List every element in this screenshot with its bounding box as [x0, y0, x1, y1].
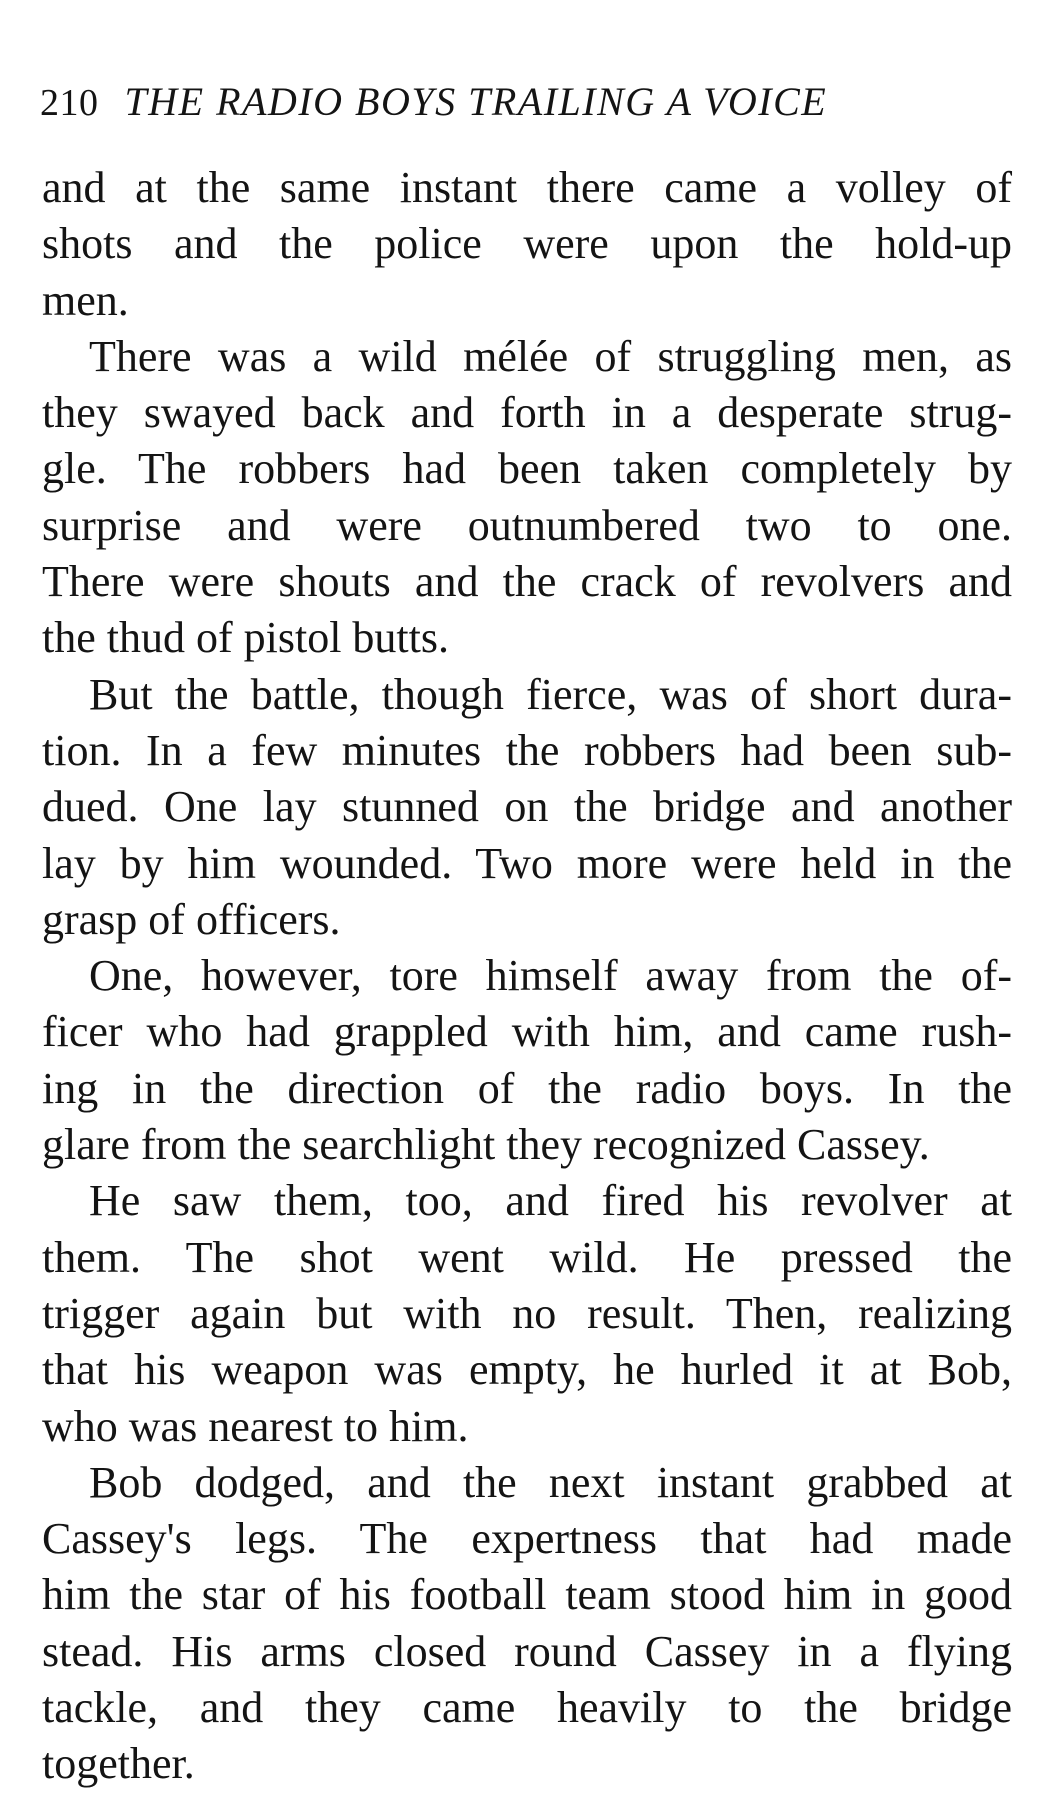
text-line: tackle, and they came heavily to the bridge [42, 1683, 1012, 1733]
text-line: them. The shot went wild. He pressed the [42, 1232, 1012, 1282]
text-line: ficer who had grappled with him, and came rush- [42, 1007, 1012, 1057]
text-line: grasp of officers. [42, 894, 341, 944]
paragraph [42, 1455, 1012, 1793]
text-line: gle. The robbers had been taken completely by [42, 444, 1012, 494]
running-head [40, 72, 1000, 132]
running-title: THE RADIO BOYS TRAILING A VOICE [124, 79, 828, 124]
text-line: dued. One lay stunned on the bridge and another [42, 782, 1012, 832]
text-line: stead. His arms closed round Cassey in a flying [42, 1626, 1012, 1676]
text-line: trigger again but with no result. Then, realizing [42, 1288, 1012, 1338]
text-line: glare from the searchlight they recognized Cassey. [42, 1120, 930, 1170]
paragraph [42, 329, 1012, 667]
text-line: ing in the direction of the radio boys. In the [42, 1063, 1012, 1113]
text-line: One, however, tore himself away from the of- [89, 951, 1012, 1001]
paragraph [42, 160, 1012, 329]
text-line: But the battle, though fierce, was of short dura- [89, 669, 1012, 719]
text-line: they swayed back and forth in a desperate strug- [42, 388, 1012, 438]
text-line: shots and the police were upon the hold-up [42, 219, 1012, 269]
text-line: Cassey's legs. The expertness that had made [42, 1514, 1012, 1564]
page-number: 210 [40, 82, 99, 124]
text-line: Bob dodged, and the next instant grabbed at [89, 1457, 1012, 1507]
text-line: There were shouts and the crack of revolvers and [42, 557, 1012, 607]
text-line: who was nearest to him. [42, 1401, 469, 1451]
text-line: tion. In a few minutes the robbers had been sub- [42, 725, 1012, 775]
paragraph [42, 667, 1012, 948]
text-line: that his weapon was empty, he hurled it at Bob, [42, 1345, 1012, 1395]
text-line: and at the same instant there came a volley of [42, 163, 1012, 212]
text-line: lay by him wounded. Two more were held in the [42, 838, 1012, 888]
text-line: surprise and were outnumbered two to one. [42, 500, 1012, 550]
text-line: together. [42, 1739, 195, 1789]
paragraph [42, 1173, 1012, 1454]
text-line: He saw them, too, and fired his revolver at [89, 1176, 1012, 1226]
body-text [42, 160, 1012, 1793]
text-line: men. [42, 275, 129, 325]
text-line: him the star of his football team stood him in good [42, 1570, 1012, 1620]
text-line: There was a wild mélée of struggling men, as [89, 331, 1012, 381]
text-line: the thud of pistol butts. [42, 613, 449, 663]
paragraph [42, 948, 1012, 1173]
